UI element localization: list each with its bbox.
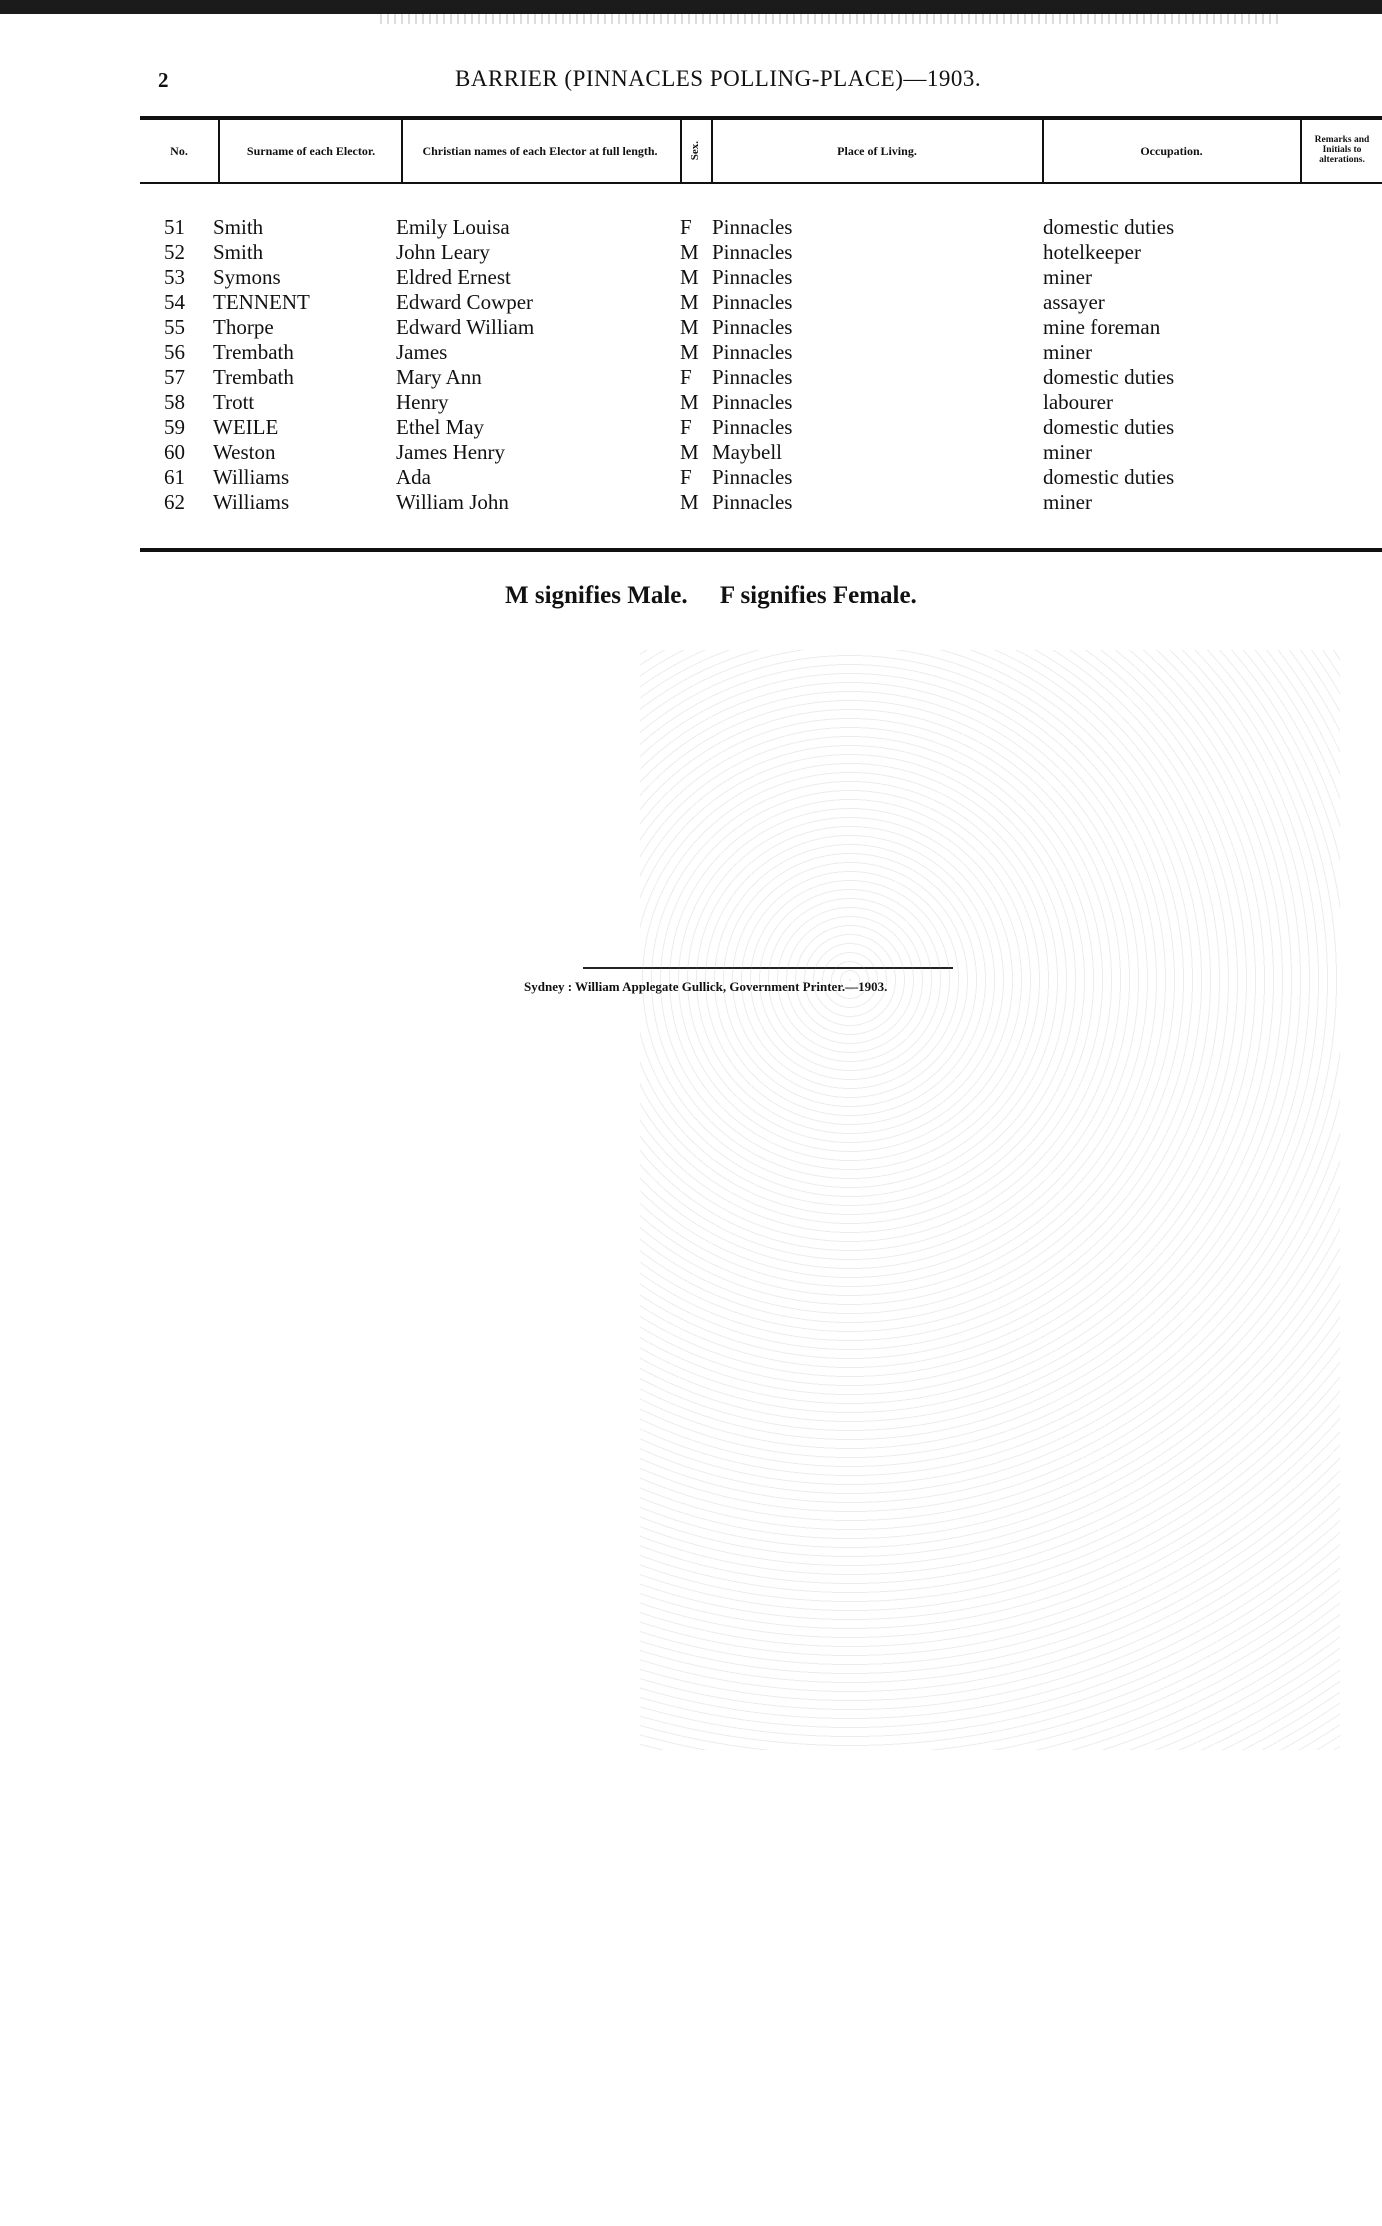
cell-place: Pinnacles (712, 465, 793, 489)
cell-christian-names: James (396, 340, 448, 364)
cell-occupation: domestic duties (1043, 215, 1175, 239)
cell-christian-names: William John (396, 490, 509, 514)
cell-no: 59 (164, 415, 185, 439)
cell-christian-names: Edward Cowper (396, 290, 534, 314)
cell-sex: M (680, 265, 699, 289)
cell-place: Pinnacles (712, 290, 793, 314)
cell-surname: Trembath (213, 365, 294, 389)
top-edge-noise (380, 14, 1280, 24)
cell-no: 51 (164, 215, 185, 239)
cell-surname: Trott (213, 390, 255, 414)
cell-christian-names: James Henry (396, 440, 506, 464)
col-header-sex (682, 120, 710, 182)
cell-place: Pinnacles (712, 265, 793, 289)
table-row (0, 415, 1382, 440)
cell-occupation: miner (1043, 490, 1092, 514)
cell-place: Pinnacles (712, 315, 793, 339)
cell-sex: F (680, 365, 692, 389)
col-divider (401, 120, 403, 182)
page-number: 2 (158, 68, 169, 92)
table-row (0, 490, 1382, 515)
cell-occupation: domestic duties (1043, 415, 1175, 439)
legend-female: F signifies Female. (719, 582, 917, 609)
cell-sex: M (680, 240, 699, 264)
cell-occupation: labourer (1043, 390, 1113, 414)
cell-surname: Williams (213, 490, 290, 514)
cell-christian-names: Ethel May (396, 415, 485, 439)
col-header-sex-label: Sex. (689, 141, 702, 161)
cell-no: 62 (164, 490, 185, 514)
cell-christian-names: Eldred Ernest (396, 265, 511, 289)
cell-sex: M (680, 490, 699, 514)
cell-surname: Trembath (213, 340, 294, 364)
cell-no: 60 (164, 440, 185, 464)
cell-surname: WEILE (213, 415, 279, 439)
col-header-surname: Surname of each Elector. (246, 143, 376, 158)
table-row (0, 340, 1382, 365)
cell-place: Pinnacles (712, 365, 793, 389)
table-row (0, 465, 1382, 490)
col-divider (218, 120, 220, 182)
cell-sex: M (680, 390, 699, 414)
cell-place: Maybell (712, 440, 782, 464)
cell-surname: Weston (213, 440, 276, 464)
table-row (0, 390, 1382, 415)
cell-christian-names: Henry (396, 390, 449, 414)
cell-place: Pinnacles (712, 490, 793, 514)
cell-no: 53 (164, 265, 185, 289)
cell-place: Pinnacles (712, 415, 793, 439)
col-header-occupation: Occupation. (1140, 143, 1203, 158)
cell-occupation: hotelkeeper (1043, 240, 1141, 264)
header-bottom-rule (140, 182, 1382, 184)
cell-place: Pinnacles (712, 390, 793, 414)
printer-imprint: Sydney : William Applegate Gullick, Government Printer.—1903. (524, 979, 888, 994)
cell-christian-names: John Leary (396, 240, 490, 264)
col-header-place: Place of Living. (837, 143, 917, 158)
cell-surname: Thorpe (213, 315, 274, 339)
cell-place: Pinnacles (712, 240, 793, 264)
cell-no: 57 (164, 365, 185, 389)
sex-legend (505, 582, 943, 610)
cell-sex: M (680, 440, 699, 464)
cell-no: 61 (164, 465, 185, 489)
cell-occupation: domestic duties (1043, 465, 1175, 489)
col-header-no: No. (170, 143, 188, 158)
table-row (0, 240, 1382, 265)
table-row (0, 365, 1382, 390)
page-title: BARRIER (PINNACLES POLLING-PLACE)—1903. (455, 66, 982, 91)
cell-occupation: miner (1043, 265, 1092, 289)
table-row (0, 215, 1382, 240)
cell-occupation: miner (1043, 340, 1092, 364)
cell-no: 52 (164, 240, 185, 264)
cell-no: 58 (164, 390, 185, 414)
cell-place: Pinnacles (712, 215, 793, 239)
cell-occupation: assayer (1043, 290, 1105, 314)
top-edge-bar (0, 0, 1382, 14)
table-row (0, 265, 1382, 290)
cell-occupation: domestic duties (1043, 365, 1175, 389)
cell-surname: Williams (213, 465, 290, 489)
cell-sex: F (680, 215, 692, 239)
legend-male: M signifies Male. (505, 582, 688, 609)
cell-sex: M (680, 315, 699, 339)
cell-christian-names: Emily Louisa (396, 215, 510, 239)
cell-christian-names: Mary Ann (396, 365, 482, 389)
cell-surname: Smith (213, 240, 264, 264)
scan-noise (640, 650, 1340, 1750)
cell-sex: M (680, 290, 699, 314)
cell-surname: Smith (213, 215, 264, 239)
cell-sex: F (680, 415, 692, 439)
cell-no: 56 (164, 340, 185, 364)
table-row (0, 440, 1382, 465)
cell-place: Pinnacles (712, 340, 793, 364)
cell-occupation: miner (1043, 440, 1092, 464)
table-row (0, 290, 1382, 315)
cell-surname: Symons (213, 265, 281, 289)
table-row (0, 315, 1382, 340)
cell-sex: F (680, 465, 692, 489)
cell-christian-names: Edward William (396, 315, 535, 339)
cell-christian-names: Ada (396, 465, 431, 489)
cell-no: 54 (164, 290, 185, 314)
cell-surname: TENNENT (213, 290, 310, 314)
table-bottom-rule (140, 548, 1382, 552)
cell-no: 55 (164, 315, 185, 339)
col-header-remarks: Remarks and Initials to alterations. (1314, 135, 1370, 165)
col-header-christian-names: Christian names of each Elector at full length. (422, 143, 658, 158)
cell-sex: M (680, 340, 699, 364)
cell-occupation: mine foreman (1043, 315, 1161, 339)
